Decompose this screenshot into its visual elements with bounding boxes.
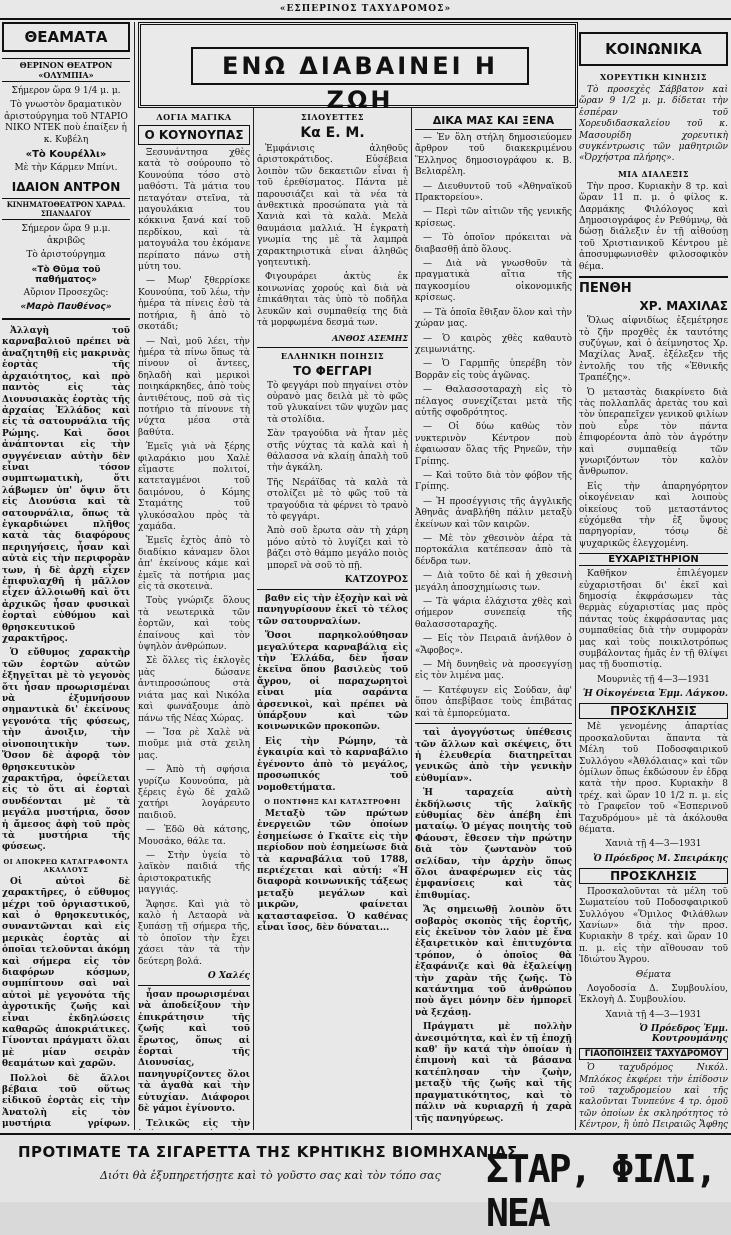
cigarette-advertisement [0, 1133, 731, 1235]
section-label: ΣΙΛΟΥΕΤΤΕΣ [300, 112, 365, 122]
news-item: — Οἱ δύω καθὼς τὸν νυκτερινὸν Κέντρον ποὺ ἐφαιωσαν ὅλας τῆς Ρηνεῶν, τὴν Γρίπης. [415, 422, 572, 467]
section-label: ΛΟΓΙΑ ΜΑΓΙΚΑ [156, 112, 232, 122]
section-heading: ΕΥΧΑΡΙΣΤΗΡΙΟΝ [579, 553, 728, 566]
article-paragraph: — Ἐδῶ θὰ κάτσης, Μουσάκο, θάλε τα. [138, 825, 250, 847]
masthead: «ΕΣΠΕΡΙΝΟΣ ΤΑΧΥΔΡΟΜΟΣ» [0, 0, 731, 20]
article-paragraph: Ὁ μεταστὰς διακρίνετο διὰ τὰς πολλαπλᾶς ἀρετὰς του καὶ τὸν ὑπεραπεῖχεν γενικοῦ φιλίων ποὺ εὗρε τὸν πάντα ἐπιφορέοντα ἀπὸ τὸν ἀγρότην καὶ συμπαθείᾳ τῶν γνωριζόντων τὸν καλὸν ἄνθρωπον. [579, 387, 728, 478]
article-paragraph: Καθῆκον ἐπιλέγομεν εὐχαριστῆσαι δι' ἐκεῖ καὶ δημοσίᾳ ἐκφράσωμεν τὰς θερμὰς εὐχαριστίας μας πρὸς πάντας τοὺς ἐκφράσαντας μας συμπαθείας διὰ τὴν συμφορὰν μας καὶ τοὺς ποικιλοτρόπως συμβάλοντας ἡμᾶς ἐν τῇ θλίψει μας τῇ δυσπιστίᾳ. [579, 569, 728, 671]
signature: Ὁ Πρόεδρος Μ. Σπειράκης [593, 853, 728, 864]
section-heading: ΠΡΟΣΚΛΗΣΙΣ [579, 703, 728, 719]
article-paragraph: βαθν εἰς τὴν ἐξοχὴν καὶ νὰ πανηγυρίσουν ἐκεῖ τὸ τέλος τῶν σατουρναλίων. [257, 589, 408, 628]
theatres-heading: ΘΕΑΜΑΤΑ [2, 22, 130, 52]
news-item: — Διὰ νὰ γνωσθοῦν τὰ πραγματικὰ αἴτια τῆς παγκοσμίου οἰκονομικῆς κρίσεως. [415, 259, 572, 304]
news-item: — Τὸ ὁποῖον πρόκειται νὰ διαβασθῇ ἀπὸ ὅλους. [415, 233, 572, 255]
news-item: — Τὰ ψάρια ἐλάχιστα χθὲς καὶ σήμερον συνεπείᾳ τῆς θαλασσοταραχῆς. [415, 597, 572, 630]
theatre-time: Σήμερον ὥρα 9 μ.μ. ἀκριβῶς [21, 224, 111, 246]
center-column-3 [415, 108, 572, 1130]
article-paragraph: Ὅσοι παρηκολούθησαν μεγαλύτερα καρναβάλια εἰς τὴν Ἑλλάδα, δὲν ἦσαν ἐκεῖνα ὅπου βασιλεὺς τοῦ ἄγρου, οἱ παραχωρητοὶ εἶναι μία σαράντα ἀρσενικοὶ, καὶ πρέπει νὰ ὑπάρξουν καὶ τῶν κοινωνικῶν προκοπῶν. [257, 631, 408, 733]
article-paragraph: — Μωρ' ξθερρίσκε Κουνούπα, τοῦ λέω, τὴν ἡμέρα τὰ πίνεις ἐσὺ τὰ ποτήρια, ἢ ἀπὸ τὸ σκοτάδι; [138, 276, 250, 333]
article-paragraph: — Ναὶ, μοῦ λέει, τὴν ἡμέρα τὰ πίνω ὅπως τὰ πίνουν οἱ ἄντεες, δηλαδὴ καὶ μερικοὶ ποιηκάρκηδες, ἀπὸ τοὺς ἀντιθέτους, ποῦ σὰ τὶς ποτήριο τὰ πίνουνε τὴ νύχτα μέσα στὰ βαθύτα. [138, 336, 250, 438]
article-paragraph: Τὴν προσ. Κυριακὴν 8 τρ. καὶ ὥραν 11 π. μ. ὁ φίλος κ. Δαρμάκης Φιλόλογος καὶ Δημοσιογράφος ἐν Ρεθύμνῳ, θὰ δώσῃ διάλεξιν ἐν τῇ αἰθούσῃ τοῦ Χριστιανικοῦ Κέντρου μὲ ἀποσυμφωνισθὲν φιλοσοφικὸν θέμα. [579, 181, 728, 272]
section-heading: ΓΙΑΟΠΟΙΗΣΕΙΣ ΤΑΧΥΔΡΟΜΟΥ [579, 1048, 728, 1060]
date-line: Χανιὰ τῇ 4—3—1931 [605, 839, 702, 850]
article-title: Ο ΚΟΥΝΟΥΠΑΣ [138, 125, 250, 145]
author-signature: ΚΑΤΖΟΥΡΟΣ [344, 575, 408, 585]
news-item: — Μὲ τὸν χθεσινὸν ἀέρα τὰ πορτοκάλια κατέπεσαν ἀπὸ τὰ δένδρα των. [415, 534, 572, 567]
article-paragraph: Ἀλλαγὴ τοῦ καρναβαλιοῦ πρέπει νὰ ἀναζητηθῇ εἰς μακρινὰς ἑορτὰς τῆς ἀρχαιότητος, καὶ πρὸ παντὸς εἰς τὰς Διονυσιακὰς ἑορτὰς τῆς ἀρχαίας Ἑλλάδος καὶ εἰς τὰ σατουρνάλια τῆς Ρώμης. Καὶ ὅσοι ἀνάπτονται εἰς τὴν συγγένειαν αὐτὴν δὲν εἶναι τόσον συμπτωματικὴ, ὅτι λάβωμεν ὑπ' ὄψιν ὅτι εἰς Διονύσια καὶ τὰ σατουρνάλια, ὅπως τὰ ἐγκαρδιώνει πλῆθος κατὰ τὰς διαφόρους περιηγήσεις, ἦσαν καὶ αὐτὰ εἰς τὴν περιφορὰν των, ἡ δὲ ἀρχὴ εἶχεν ἐπιφυλαχθῆ ἡ μᾶλλον εἶχεν ἀλλοιωθῆ καὶ ὅτι ἀρχικῶς ἦσαν φυσικαὶ ἑορταὶ εὐθύμου καὶ θρησκευτικοῦ χαρακτῆρος. [2, 326, 130, 645]
poem-verse: Τὸ φεγγάρι ποὺ πηγαίνει στὸν οὐρανὸ μας δειλὰ μὲ τὸ φῶς τοῦ γλυκαίνει τῶν ψυχῶν μας τὰ στολίδια. [267, 380, 408, 425]
poem-verse: Σὰν τραγούδια νὰ ἦταν μὲς στῆς νύχτας τὰ καλὰ καὶ ἡ θάλασσα νὰ κλαίῃ ἀπαλὴ τοῦ τὴν ἀγκάλη. [267, 429, 408, 474]
play-title: «Τὸ Θῦμα τοῦ παθήματος» [31, 264, 101, 285]
article-paragraph: Ὁ ταχυδρόμος Νικόλ. Μπλόκος ἐκφέρει τὴν ἐπίδοσιν τοῦ ταχυδρομείου καὶ τῆς καλοῦνται Τυνπεύνε 4 τρ. ὁμοῦ τῶν ὁποίων ἐκ σκληρότητος τὸ Κέντρον, ἢ ὑπὸ Πειραιῶς Ἄφθης [579, 1063, 728, 1130]
article-paragraph: Ἄς σημειωθῇ λοιπὸν ὅτι σοβαρὸς σκοπὸς τῆς ἑορτῆς, εἰς ἐκεῖνον τὸν λαὸν μὲ ἕνα ἐξαιρετικὸν καὶ ἐπιτυχόντα τρόπον, ὁ ὁποῖος θὰ ἐξαφάνιζε καὶ θὰ ἐξαλείψῃ τὴν χαρὰν τῆς ζωῆς. Τὸ κατάντημα τοῦ ἀνθρώπου ποὺ ἄγει μόνην δὲν ἡμπορεῖ νὰ ξεχάσῃ. [415, 905, 572, 1018]
news-item: — Καὶ τοῦτο διὰ τὸν φόβον τῆς Γρίπης. [415, 470, 572, 493]
theatre-time: Σήμερον ὥρα 9 1/4 μ. μ. [11, 86, 121, 96]
article-paragraph: Ξεσυνάντησα χθὲς κατὰ τὸ σούρουπο τὸ Κουνούπα τόσο στὸ μαθόστι. Τὰ μάτια του πεταγόταν στεῖνα, τὰ μαγουλάκια του κόκκινα ξανά καί τοῦ περδίκου, καὶ τὰ ματογυάλα του ἐκόμανε περίπατο πάνω στὴ μύτη του. [138, 148, 250, 273]
sub-heading: Ο ΠΟΝΤΙΦΗΞ ΚΑΙ ΚΑΤΑΣΤΡΟΦΗΙ [264, 797, 401, 806]
article-paragraph: Πολλοὶ δὲ ἄλλοι βέβαια τοῦ οὕτως εἰδικοῦ ἑορτὰς εἰς τὴν Ἀνατολὴ εἰς τὸν μυστήρια γρίφων. [2, 1073, 130, 1130]
news-item: — Κατέφυγεν εἰς Σούδαν, ἀφ' ὅπου ἀπεβίβασε τοὺς ἐπιβάτας καὶ τὰ ἐμπορεύματα. [415, 685, 572, 719]
theatre-text: Τὸ ἀριστούργημα [26, 250, 106, 261]
news-item: — Μὴ δυνηθεὶς νὰ προσεγγίσῃ εἰς τὸν λιμένα μας. [415, 660, 572, 682]
feature-banner [138, 22, 578, 114]
theatre-name: ΚΙΝΗΜΑΤΟΘΕΑΤΡΟΝ ΧΑΡΑΔ. ΣΠΑΝΔΑΓΟΥ [2, 198, 130, 220]
article-paragraph: Τοὺς γνώριζε ὅλους τὰ νεωτερικὰ τῶν ἑορτῶν, καὶ τοὺς ἐπαίνους καὶ τὸν ὑψηλὸν ἀνθρώπων. [138, 596, 250, 653]
signature: Ὁ Πρόεδρος Ἐμμ. Κουτρουμάνης [639, 1024, 728, 1045]
article-paragraph: ταὶ ἀγογγύστως ὑπέθεσις τῶν ἄλλων καὶ σκέψεις, ὅτι ἡ ἐλευθερία διατηρεῖται γενικῶς ἀπὸ τὴν γενικὴν εὐθυμίαν». [415, 723, 572, 785]
article-paragraph: Ἐμεῖς ἐχτὸς ἀπὸ τὸ διαδίκιο κάναμεν ὅλοι ἀπ' ἐκείνους κάμε καὶ ἐμεῖς τὰ ποτήρια μας εἰς τὰ σκοτεινὰ. [138, 536, 250, 593]
sub-heading: ΜΙΑ ΔΙΑΛΕΞΙΣ [617, 168, 690, 179]
column-rule [575, 22, 576, 1130]
deceased-name: ΧΡ. ΜΑΧΙΛΑΣ [639, 299, 728, 314]
play-title: «Τὸ Κουρέλλι» [25, 149, 107, 161]
article-paragraph: Ὁ εὔθυμος χαρακτὴρ τῶν ἑορτῶν αὐτῶν ἐξηγεῖται μὲ τὸ γεγονὸς ὅτι ἦσαν προωρισμέναι νὰ ἑξυμνήσουν σημαντικὰ δι' ἐκείνους γεγονότα τῆς φύσεως, τὴν ἀνοιξιν, τὴν οἰνοποιητικὴν των. Ὅσον δὲ ἀφορᾷ τὸν θρησκευτικὸν χαρακτῆρα, ὀφείλεται εἰς τὸ ὅτι αἱ ἑορταὶ συνδέονται μὲ τὰ μεγάλα μυστήρια, ὅσον ἡ ἄμεσος ἀφὴ τοῦ πρὸς τὰ μυστήρια τῆς φύσεως. [2, 648, 130, 853]
article-paragraph: Εἰς τὴν ἀπαρηγόρητον οἰκογένειαν καὶ λοιποὺς οἰκείους τοῦ μεταστάντος εὐχόμεθα τὴν ἐξ ὕψους παρηγορίαν, τόσῳ δὲ ψυχαρικῶς ἐλεγχομένη. [579, 481, 728, 549]
social-heading: ΚΟΙΝΩΝΙΚΑ [579, 32, 728, 66]
center-column-1 [138, 108, 250, 1130]
article-paragraph: — Ἴσα ρὲ Χαλὲ νὰ πιοῦμε μιὰ στὰ χειλη μας. [138, 727, 250, 761]
theatre-next-label: Αὔριον Προσεχῶς: [23, 287, 109, 298]
news-item: — Ὁ Γαρμπῆς ὑπερέβη τὸν Βορρᾶν εἰς τοὺς ἀγῶνας. [415, 359, 572, 381]
theatre-name: ΘΕΡΙΝΟΝ ΘΕΑΤΡΟΝ «ΟΛΥΜΠΙΑ» [2, 58, 130, 82]
article-paragraph: Οἱ αὐτοὶ δὲ χαρακτῆρες, ὁ εὔθυμος μέχρι τοῦ ὀργιαστικοῦ, καὶ ὁ θρησκευτικός, συναντῶνται καὶ εἰς μερικὰς ἑορτὰς αἱ ὁποῖαι τελοῦνται ἀκόμη καὶ σήμερα εἰς τὸν διαφόρων κόσμων, συμπίπτουν σαὶ ναὶ αὐτοὶ μὲ γεγονότα τῆς ἀγροτικῆς ζωῆς καὶ εἶναι ἐκδηλώσεις καθαρῶς ἀποκριάτικες. Γίνονται πράγματι ὅλαι μὲ μίαν σειρὰν θεαμάτων καὶ χαρῶν. [2, 876, 130, 1070]
article-paragraph: Μεταξὺ τῶν πρώτων ἐνεργειῶν τῶν ὁποίων ἐσημείωσε ὁ Γκαῖτε εἰς τὴν περίοδον ποὺ ἐσημείωσε διὰ τὰ καρναβάλια τοῦ 1788, περιέχεται καὶ αὐτή: «Ἡ διαφορὰ κοινωνικῆς τάξεως μεταξὺ μεγάλων καὶ μικρῶν, φαίνεται κατασταφεῖσα. Ὁ καθένας εἶναι ἴσος, δὲν δύναται... [257, 808, 408, 933]
news-item: — Ἐν ὅλη στήλη δημοσιεύομεν ἄρθρον τοῦ διακεκριμένου Ἕλληνος δημοσιογράφου κ. Β. Βελιαρέλη. [415, 133, 572, 178]
column-rule [253, 106, 254, 1130]
article-paragraph: — Ἀπὸ τὴ σφήσια γυρίζω Κουνούπα, μὰ ξέρεις ἐγὼ δὲ χαλῶ χατήρι λογάρευτο παιδιοῦ. [138, 765, 250, 821]
section-heading: ΠΡΟΣΚΛΗΣΙΣ [579, 868, 728, 884]
poem-verse: Ἀπὸ σοῦ ἔρωτα σὰν τὴ χάρη μόνο αὐτὸ τὸ λυγίζει καὶ τὸ βάζει στὸ θάμπο μεγάλο ποιὸς μπορεῖ νὰ σοῦ τὸ πῇ. [267, 526, 408, 571]
news-item: — Ἡ προσέγγισις τῆς ἀγγλικῆς Ἀθηνᾶς ἀναβλήθη πάλιν μεταξὺ ἐκείνων καὶ τῶν καιρῶν. [415, 496, 572, 530]
banner-title: ΕΝΩ ΔΙΑΒΑΙΝΕΙ Η ΖΩΗ [191, 47, 529, 85]
news-item: — Διευθυντοῦ τοῦ «Ἀθηναϊκοῦ Πρακτορείου». [415, 181, 572, 204]
article-paragraph: Τελικῶς εἰς τὴν [146, 1118, 250, 1129]
news-item: — Τὰ ὁποῖα ἔθιξαν ὅλον καὶ τὴν χώραν μας. [415, 307, 572, 330]
ad-tagline: Διότι θὰ ἐξυπηρετήσῃτε καὶ τὸ γοῦστο σας καὶ τὸν τόπο σας [100, 1169, 441, 1182]
article-title: ΔΙΚΑ ΜΑΣ ΚΑΙ ΞΕΝΑ [415, 114, 572, 130]
poem-title: ΤΟ ΦΕΓΓΑΡΙ [293, 363, 372, 378]
poem-verse: Τῆς Νεράϊδας τὰ καλὰ τὰ στολίζει μὲ τὸ φῶς τοῦ τὰ τραγούδια τὰ φέρνει τὸ τρανὸ τὸ φεγγάρι. [267, 477, 408, 522]
article-paragraph: Ἐμεῖς γιὰ νὰ ξέρης φιλαράκιο μου Χαλὲ εἴμαστε πολιτοί, κατεταγμένοι τοῦ δαιμόνου, ὁ Κόμης Σταμάτης τοῦ γλυκόσαλου πρὸς τὰ χαμάδα. [138, 442, 250, 532]
play-title: «Μαρὸ Παυθένος» [2, 302, 130, 320]
signature: Ἡ Οἰκογένεια Ἐμμ. Λάγκου. [582, 689, 728, 700]
article-paragraph: Προσκαλοῦνται τὰ μέλη τοῦ Σωματείου τοῦ Ποδοσφαιρικοῦ Συλλόγου «Ὅμιλος Φιλάθλων Χανίων» διὰ τὴν προσ. Κυριακὴν 8 τρέχ. καὶ ὥραν 10 π. μ. εἰς τὴν αἴθουσαν τοῦ Ἰδιώτου Ἄγρου. [579, 886, 728, 966]
theatre-title: ΙΔΑΙΟΝ ΑΝΤΡΟΝ [11, 180, 121, 195]
news-item: — Περὶ τῶν αἰτιῶν τῆς γενικῆς κρίσεως. [415, 207, 572, 229]
section-heading: ΠΕΝΘΗ [579, 276, 728, 296]
author-signature: Ο Χαλές [207, 971, 250, 982]
date-line: Χανιὰ τῇ 4—3—1931 [605, 1009, 702, 1020]
article-paragraph: Φιγουράρει ἀκτὺς ἐκ κοινωνίας χορούς καὶ διὰ νὰ ἐπικάθηται τὰς ὑπὸ τὸ ποδῆλα λευκῶν καὶ συμπαθείᾳ της διὰ τὰ μορφωμένα δεσμά των. [257, 272, 408, 329]
right-column [579, 22, 728, 1130]
news-item: — Ὁ καιρὸς χθὲς καθαυτὸ χειμωνιάτης. [415, 333, 572, 355]
date-line: Μουρνιὲς τῇ 4—3—1931 [597, 674, 710, 685]
theatre-cast: Μὲ τὴν Κάρμεν Μπίνι. [14, 163, 118, 174]
left-column [2, 22, 130, 1130]
sub-heading: ΕΛΛΗΝΙΚΗ ΠΟΙΗΣΙΣ [257, 347, 408, 361]
theatre-text: Τὸ γνωστὸν δραματικὸν ἀριστούργημα τοῦ ΝΤΑΡΙΟ ΝΙΚΟ ΝΤΕΚ ποὺ ἐπαίξεν ἡ κ. Κυβέλη [4, 100, 128, 145]
column-rule [134, 22, 135, 1130]
sub-heading: ΧΟΡΕΥΤΙΚΗ ΚΙΝΗΣΙΣ [599, 72, 708, 82]
article-paragraph: Ἡ ταραχεία αὐτὴ ἐκδήλωσις τῆς λαϊκῆς εὐθυμίας δὲν ἀπέβη ἐπὶ ματαίῳ. Ὁ μέγας ποιητὴς τοῦ Φάουστ, ἔθεσεν τὴν πρώτην διὰ τὸν ζωντανὸν τοῦ σελίδαν, τὴν ἀρχὴν ὅπως ὅλοι ἀναφέρωμεν εἰς τὰς ἐμφανίσεις καὶ τὰς ἐπιθυμίας. [415, 788, 572, 901]
article-paragraph: Τὸ προσεχὲς Σάββατον καὶ ὥραν 9 1/2 μ. μ. δίδεται τὴν ἑσπέραν τοῦ Χορευδιδασκαλείου τοῦ κ. Μασουρίδη χορευτικὴ συγκέντρωσις τῶν μαθητριῶν «Ὀρχήστρα πλήρης». [579, 85, 728, 164]
article-paragraph: — Στὴν ὑγεία τὸ λαϊκὸν παιδιά τῆς ἀριστοκρατικῆς μαγγιάς. [138, 850, 250, 896]
column-rule [411, 106, 412, 1130]
ad-brand-names: ΣΤΑΡ, ΦΙΛΙ, ΝΕΑ [486, 1147, 716, 1235]
article-paragraph: Ὅλως αἰφνιδίως ἐξεμέτρησε τὸ ζῆν προχθὲς ἐκ ταυτότης συζύγων, καὶ ὁ ἀείμνηστος Χρ. Μαχίλας Ἀναξ. ἐξέλεξεν τῆς ἐντολῆς του τῆς «Ἐθνικῆς Τραπέζης». [579, 316, 728, 384]
news-item: — Θαλασσοταραχὴ εἰς τὸ πέλαγος συνεχίζεται μετὰ τῆς αὐτῆς σφοδρότητος. [415, 385, 572, 418]
article-title: Κα Ε. Μ. [300, 125, 365, 141]
article-paragraph: ἦσαν προωρισμέναι νὰ ἀποδείξουν τὴν ἐπικράτησιν τῆς ζωῆς καὶ τοῦ ἔρωτος, ὅπως αἱ ἑορταὶ τῆς Διονυσίας, πανηγυρίζοντες ὅλοι τὰ ἀγαθὰ καὶ τὴν εὐτυχίαν. Διάφοροι δὲ γάμοι ἐγίνοντο. [138, 985, 250, 1115]
sub-heading: ΟΙ ΑΠΟΚΡΕΩ ΚΑΤΑΓΡΑΦΟΝΤΑ ΑΚΑΛΛΟΥΣ [3, 857, 129, 874]
article-paragraph: Ἐμφάνισις ἀληθοῦς ἀριστοκράτιδος. Εὐσέβεια λοιπὸν τῶν δεκαετιῶν εἶναι ἡ τοῦ ἐρεθίσματος. Πάντα μὲ παρουσιάζει καὶ τὰ νέα τὰ ἀνθεκτικὰ προσώπατα γιὰ τὰ Χανιὰ καὶ τὰ καλὰ. Μελὰ θαυμάσια μαλλιά. Ἡ ἐγκρατὴ γνωμία της μὲ τὰ λαμπρὰ χαρακτηριστικὰ εἶναι ἀληθῶς γοητευτικὴ. [257, 144, 408, 269]
news-item: — Διὰ τοῦτο δὲ καὶ ἡ χθεσινὴ μεγάλη ἀποσχημίωσις των. [415, 571, 572, 593]
article-paragraph: Ἄφησε. Καὶ γιὰ τὸ καλὸ ἡ Λεταορὰ νὰ ξυπάσῃ τῇ σήμερα τῆς, τὸ ὁποῖον τὴν ἔχει χάσει τὰν τὰ τὴν δεύτερη βολά. [138, 899, 250, 967]
news-item: — Εἰς τὸν Πειραιᾶ ἀνήλθον ὁ «Ἄφοβος». [415, 634, 572, 656]
article-paragraph: Εἰς τὴν Ρώμην, τὰ ἐγκαιρία καὶ τὸ καρναβάλιο ἐγένοντο ἀπὸ τὸ μεγάλος, προσωπικός τοῦ νομοθετήματα. [257, 736, 408, 793]
article-paragraph: Λογοδοσία Δ. Συμβουλίου, Ἐκλογὴ Δ. Συμβουλίου. [579, 984, 728, 1006]
ad-headline: ΠΡΟΤΙΜΑΤΕ ΤΑ ΣΙΓΑΡΕΤΤΑ ΤΗΣ ΚΡΗΤΙΚΗΣ ΒΙΟΜΗΧΑΝΙΑΣ [18, 1143, 518, 1161]
topics-label: Θέματα [635, 969, 672, 980]
article-paragraph: Μὲ γενομένης ἀπαρτίας προσκαλοῦνται ἅπαντα τὰ Μέλη τοῦ Ποδοσφαιρικοῦ Συλλόγου «Ἀθλόλαιας» καὶ τῶν ὁμίλων ὅπως ἐκδώσουν ἐν ἐδρᾳ κατὰ τὴν προσ. Κυριακὴν 8 τρέχ. καὶ ὥραν 10 1/2 π. μ. εἰς τὸ Γραφεῖον τοῦ «Ἐσπερινοῦ Ταχυδρόμου» μὲ τὰ ἀκόλουθα θέματα. [579, 722, 728, 835]
author-signature: ΑΝΘΟΣ ΑΣΕΜΗΣ [332, 332, 408, 343]
article-paragraph: Πράγματι μὲ πολλὴν ἀνεσιμότητα, καὶ ἐν τῇ ἐποχῇ καθ' ἣν κατά τὴν ὁποίαν ἡ ἐπιμονὴ καὶ τὰ βάσανα κατέπλησαν τὴν ζωὴν, μεταξὺ τῆς ζωῆς καὶ τῆς πραγματικότητος, καὶ τὸ πάλιν νὰ κυριαρχῇ ἡ χαρὰ τῆς πανηγύρεως. [415, 1022, 572, 1124]
article-paragraph: Σὲ ὅλλες τὶς ἐκλογὲς μὰς δώσανε ἀντιπροσώπους στὰ νιάτα μας καὶ Νικόλα καὶ φωνάξουμε ἀπὸ πάνω τῆς Νέας Χώρας. [138, 656, 250, 724]
center-column-2 [257, 108, 408, 1130]
